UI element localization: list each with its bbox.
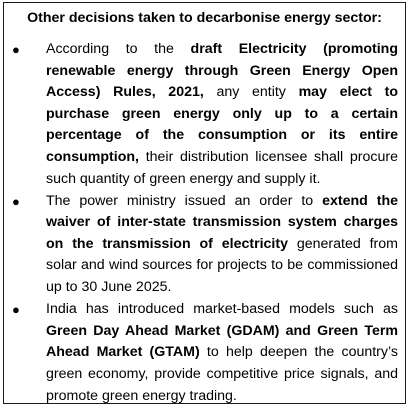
item-text-bold: Green Day Ahead Market (GDAM) and Green Term Ahead Market (GTAM) [46,322,398,361]
item-text: their distribution licensee shall procure such quantity of green energy and supply it. [46,148,398,187]
list-item-open-access-rules [4,39,405,190]
info-box [3,2,406,404]
item-text: to help deepen the country’s green economy, provide competitive price signals, and promote green energy trading. [46,344,398,404]
bullet-icon: ● [12,193,20,209]
item-text: generated from solar and wind sources for projects to be commissioned up to 30 June 2025. [46,235,398,296]
bullet-icon: ● [12,302,20,318]
bullet-icon: ● [12,42,20,57]
list-item-ists-waiver [4,191,405,299]
item-text-bold: extend the waiver of inter-state transmission system charges on the transmission of electricity [46,192,398,252]
item-text: any entity [203,84,299,101]
list-item-green-markets [4,299,405,407]
item-text: According to the [46,41,191,57]
item-text-bold: draft Electricity (promoting renewable energy through Green Energy Open Access) Rules, 2021, [46,41,398,101]
box-title: Other decisions taken to decarbonise energy sector: [27,10,382,26]
item-text: India has introduced market-based models such as [46,301,398,318]
decisions-list [4,39,405,408]
item-text: The power ministry issued an order to [46,192,323,209]
item-text-bold: may elect to purchase green energy only up to a certain percentage of the consumption or its entire consumption, [46,84,398,165]
